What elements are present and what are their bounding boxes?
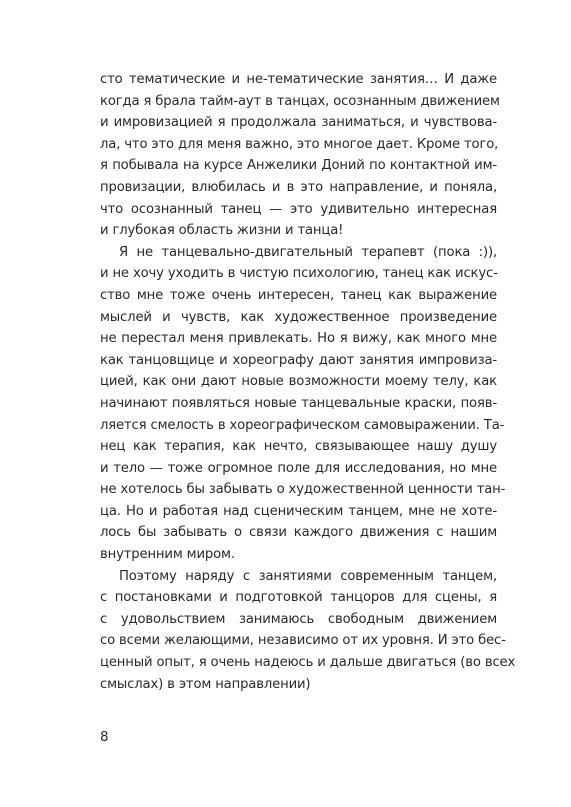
text-line: ляется смелость в хореографическом самовыражении. Та- [100, 417, 505, 433]
text-line: Поэтому наряду с занятиями современным танцем, [119, 568, 497, 584]
text-line: начинают появляться новые танцевальные краски, появ- [100, 395, 497, 411]
text-line: когда я брала тайм-аут в танцах, осознанным движением [100, 93, 500, 109]
text-line: ла, что это для меня важно, это многое дает. Кроме того, [100, 136, 499, 152]
text-line: цией, как они дают новые возможности моему телу, как [100, 374, 497, 390]
text-line: не перестал меня привлекать. Но я вижу, как много мне [100, 331, 497, 347]
text-line: с постановками и подготовкой танцоров для сцены, я [100, 590, 497, 606]
text-line: и имровизацией я продолжала заниматься, и чувствова- [100, 115, 497, 131]
text-line: и тело — тоже огромное поле для исследования, но мне [100, 460, 497, 476]
text-line: я побывала на курсе Анжелики Доний по контактной им- [100, 158, 497, 174]
body-text [100, 69, 516, 695]
text-line: ца. Но и работая над сценическим танцем, мне не хоте- [100, 503, 497, 519]
text-line: сто тематические и не-тематические занятия… И даже [100, 72, 497, 87]
text-line: лось бы забывать о связи каждого движения с нашим [100, 525, 497, 541]
text-line: что осознанный танец — это удивительно интересная [100, 201, 497, 217]
text-line: не хотелось бы забывать о художественной ценности тан- [100, 482, 506, 498]
text-line: и глубокая область жизни и танца! [100, 223, 344, 239]
text-line: мыслей и чувств, как художественное произведение [100, 309, 497, 325]
text-line: ценный опыт, я очень надеюсь и дальше двигаться (во всех [100, 655, 516, 671]
text-line: с удовольствием занимаюсь свободным движением [100, 611, 497, 627]
text-line: внутренним миром. [100, 547, 235, 563]
text-line: смыслах) в этом направлении) [100, 676, 311, 692]
text-line: нец как терапия, как нечто, связывающее нашу душу [100, 439, 497, 455]
text-line: как танцовщице и хореографу дают занятия импровиза- [100, 352, 497, 368]
text-line: ство мне тоже очень интересен, танец как выражение [100, 287, 497, 303]
page-number: 8 [100, 729, 109, 745]
text-line: и не хочу уходить в чистую психологию, танец как искус- [100, 266, 498, 282]
text-line: со всеми желающими, независимо от их уровня. И это бес- [100, 633, 506, 649]
text-line: Я не танцевально-двигательный терапевт (пока :)), [119, 244, 497, 260]
text-line: провизации, влюбилась и в это направление, и поняла, [100, 179, 497, 195]
